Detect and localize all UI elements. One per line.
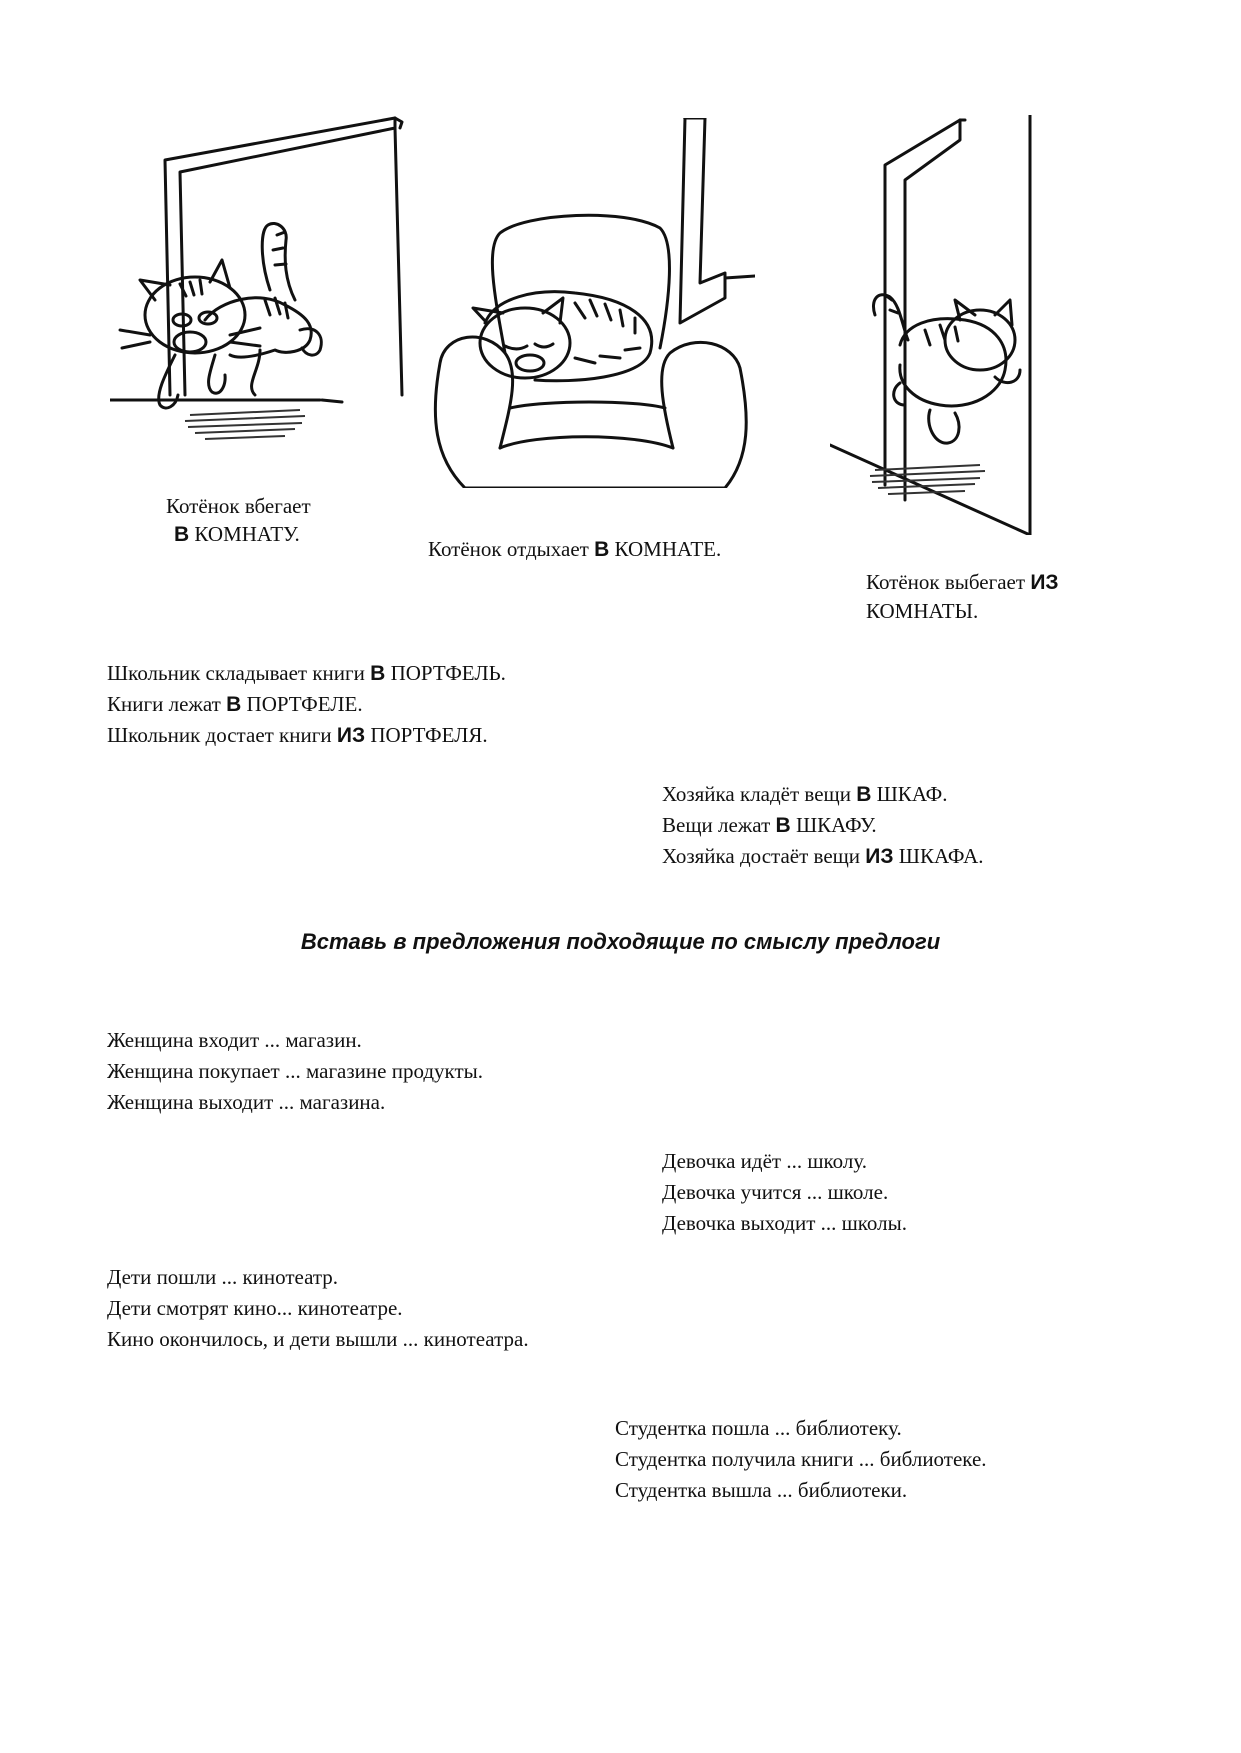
preposition: В — [226, 693, 242, 716]
kitten-sleeping-in-armchair-icon — [425, 118, 755, 488]
example-text: Школьник достает книги — [107, 723, 337, 747]
exercise-line: Студентка вышла ... библиотеки. — [615, 1478, 908, 1502]
example-noun: ПОРТФЕЛЬ. — [385, 661, 506, 685]
example-text: Школьник складывает книги — [107, 661, 371, 685]
example-noun: ШКАФА. — [893, 844, 984, 868]
example-noun: ПОРТФЕЛЕ. — [241, 692, 363, 716]
exercise-line: Девочка учится ... школе. — [662, 1180, 889, 1204]
exercise-line: Студентка пошла ... библиотеку. — [615, 1416, 902, 1440]
example-line — [662, 810, 984, 841]
preposition: В — [856, 783, 872, 806]
kitten-running-out-of-room-icon — [830, 115, 1080, 535]
task-heading: Вставь в предложения подходящие по смыслу предлоги — [300, 929, 941, 954]
example-schoolboy — [107, 658, 506, 751]
example-text: Вещи лежат — [662, 813, 776, 837]
illustration-kitten-runs-in — [110, 110, 410, 510]
illustration-kitten-runs-out — [830, 115, 1080, 535]
example-text: Книги лежат — [107, 692, 227, 716]
preposition: В — [775, 814, 791, 837]
example-text: Хозяйка достаёт вещи — [662, 844, 866, 868]
example-hostess — [662, 779, 984, 872]
exercise-line: Женщина выходит ... магазина. — [107, 1090, 386, 1114]
example-line — [107, 720, 506, 751]
preposition: В — [370, 662, 386, 685]
caption-runs-out — [866, 568, 1059, 625]
example-noun: ПОРТФЕЛЯ. — [365, 723, 488, 747]
preposition: ИЗ — [336, 724, 366, 747]
caption-text: Котёнок отдыхает — [428, 537, 595, 561]
preposition: ИЗ — [1030, 571, 1059, 594]
illustration-kitten-rests — [425, 118, 755, 488]
exercise-student — [615, 1413, 987, 1506]
exercise-line: Дети пошли ... кинотеатр. — [107, 1265, 339, 1289]
caption-runs-in — [166, 492, 311, 549]
example-noun: ШКАФУ. — [790, 813, 877, 837]
exercise-line: Женщина входит ... магазин. — [107, 1028, 362, 1052]
caption-rests — [428, 535, 721, 564]
caption-noun: КОМНАТЕ. — [609, 537, 722, 561]
caption-noun: КОМНАТУ. — [189, 522, 300, 546]
exercise-woman — [107, 1025, 483, 1118]
exercise-line: Девочка выходит ... школы. — [662, 1211, 907, 1235]
exercise-children — [107, 1262, 529, 1355]
example-line — [662, 779, 984, 810]
exercise-girl — [662, 1146, 907, 1239]
example-line — [107, 689, 506, 720]
caption-text: Котёнок выбегает — [866, 570, 1031, 594]
example-line — [662, 841, 984, 872]
example-text: Хозяйка кладёт вещи — [662, 782, 857, 806]
caption-rests-line — [428, 535, 721, 564]
caption-runs-out-line2: КОМНАТЫ. — [866, 599, 979, 623]
kitten-running-into-room-icon — [110, 110, 410, 510]
caption-runs-out-line1 — [866, 568, 1059, 597]
exercise-line: Кино окончилось, и дети вышли ... кинотеатра. — [107, 1327, 529, 1351]
exercise-line: Дети смотрят кино... кинотеатре. — [107, 1296, 403, 1320]
preposition: ИЗ — [865, 845, 894, 868]
example-noun: ШКАФ. — [871, 782, 948, 806]
exercise-line: Студентка получила книги ... библиотеке. — [615, 1447, 987, 1471]
preposition: В — [174, 523, 190, 546]
example-line — [107, 658, 506, 689]
preposition: В — [594, 538, 610, 561]
caption-runs-in-line1: Котёнок вбегает — [166, 494, 311, 518]
exercise-line: Девочка идёт ... школу. — [662, 1149, 867, 1173]
caption-runs-in-line2 — [174, 520, 311, 549]
exercise-line: Женщина покупает ... магазине продукты. — [107, 1059, 484, 1083]
